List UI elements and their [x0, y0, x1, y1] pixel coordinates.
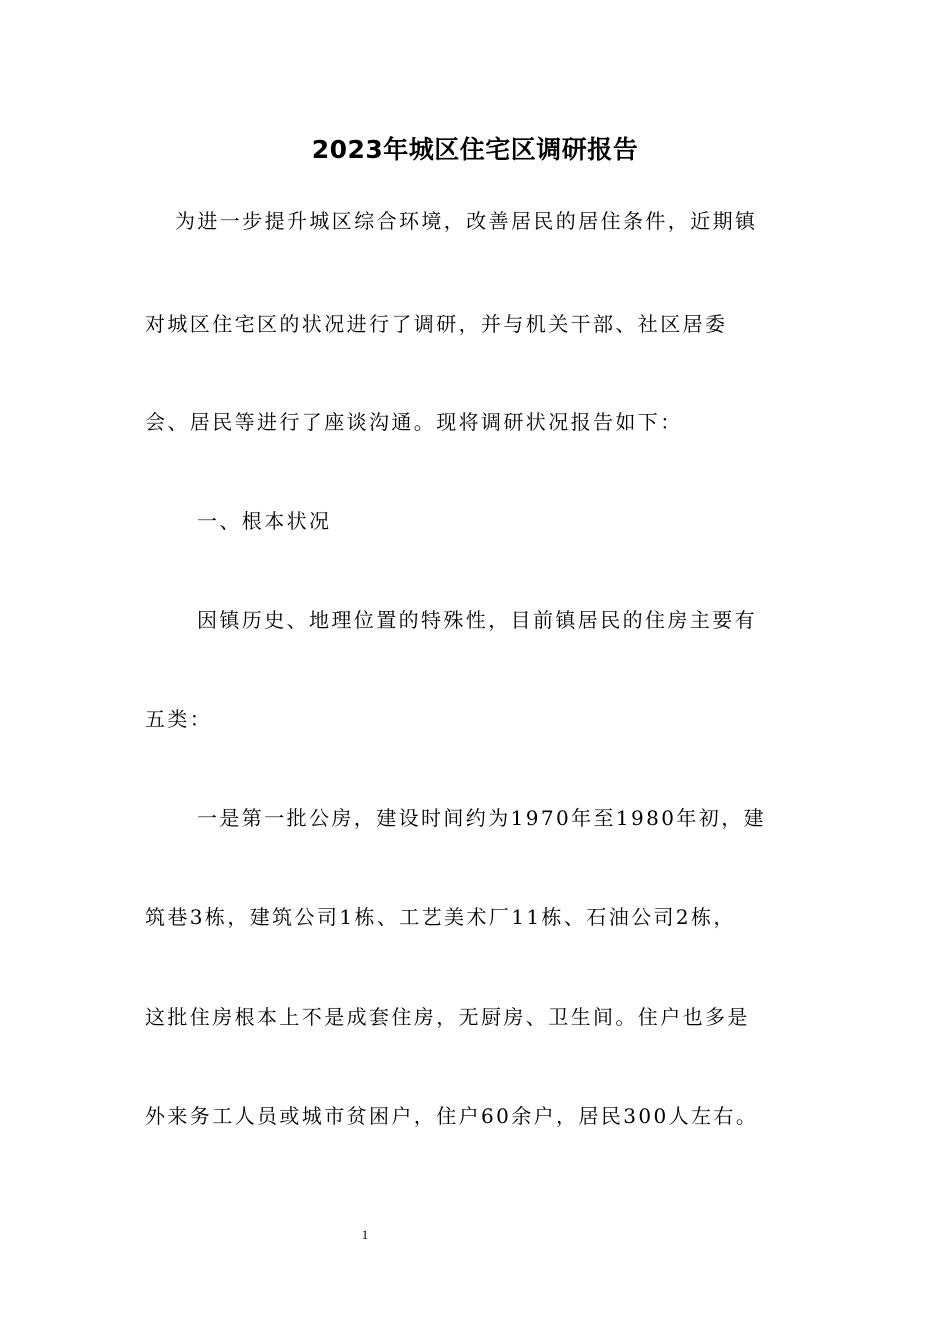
- paragraph-line-8: 筑巷3栋，建筑公司1栋、工艺美术厂11栋、石油公司2栋，: [145, 905, 736, 929]
- page-number: 1: [361, 1227, 369, 1242]
- paragraph-line-10: 外来务工人员或城市贫困户，住户60余户，居民300人左右。: [145, 1104, 759, 1128]
- document-title: 2023年城区住宅区调研报告: [311, 135, 639, 164]
- paragraph-line-2: 对城区住宅区的状况进行了调研，并与机关干部、社区居委: [145, 312, 728, 336]
- section-heading: 一、根本状况: [197, 509, 332, 533]
- paragraph-line-6: 五类：: [145, 707, 213, 731]
- paragraph-line-1: 为进一步提升城区综合环境，改善居民的居住条件，近期镇: [175, 209, 758, 233]
- paragraph-line-7: 一是第一批公房，建设时间约为1970年至1980年初，建: [197, 806, 766, 830]
- paragraph-line-5: 因镇历史、地理位置的特殊性，目前镇居民的住房主要有: [197, 608, 757, 632]
- paragraph-line-3: 会、居民等进行了座谈沟通。现将调研状况报告如下：: [145, 410, 683, 434]
- paragraph-line-9: 这批住房根本上不是成套住房，无厨房、卫生间。住户也多是: [145, 1005, 750, 1029]
